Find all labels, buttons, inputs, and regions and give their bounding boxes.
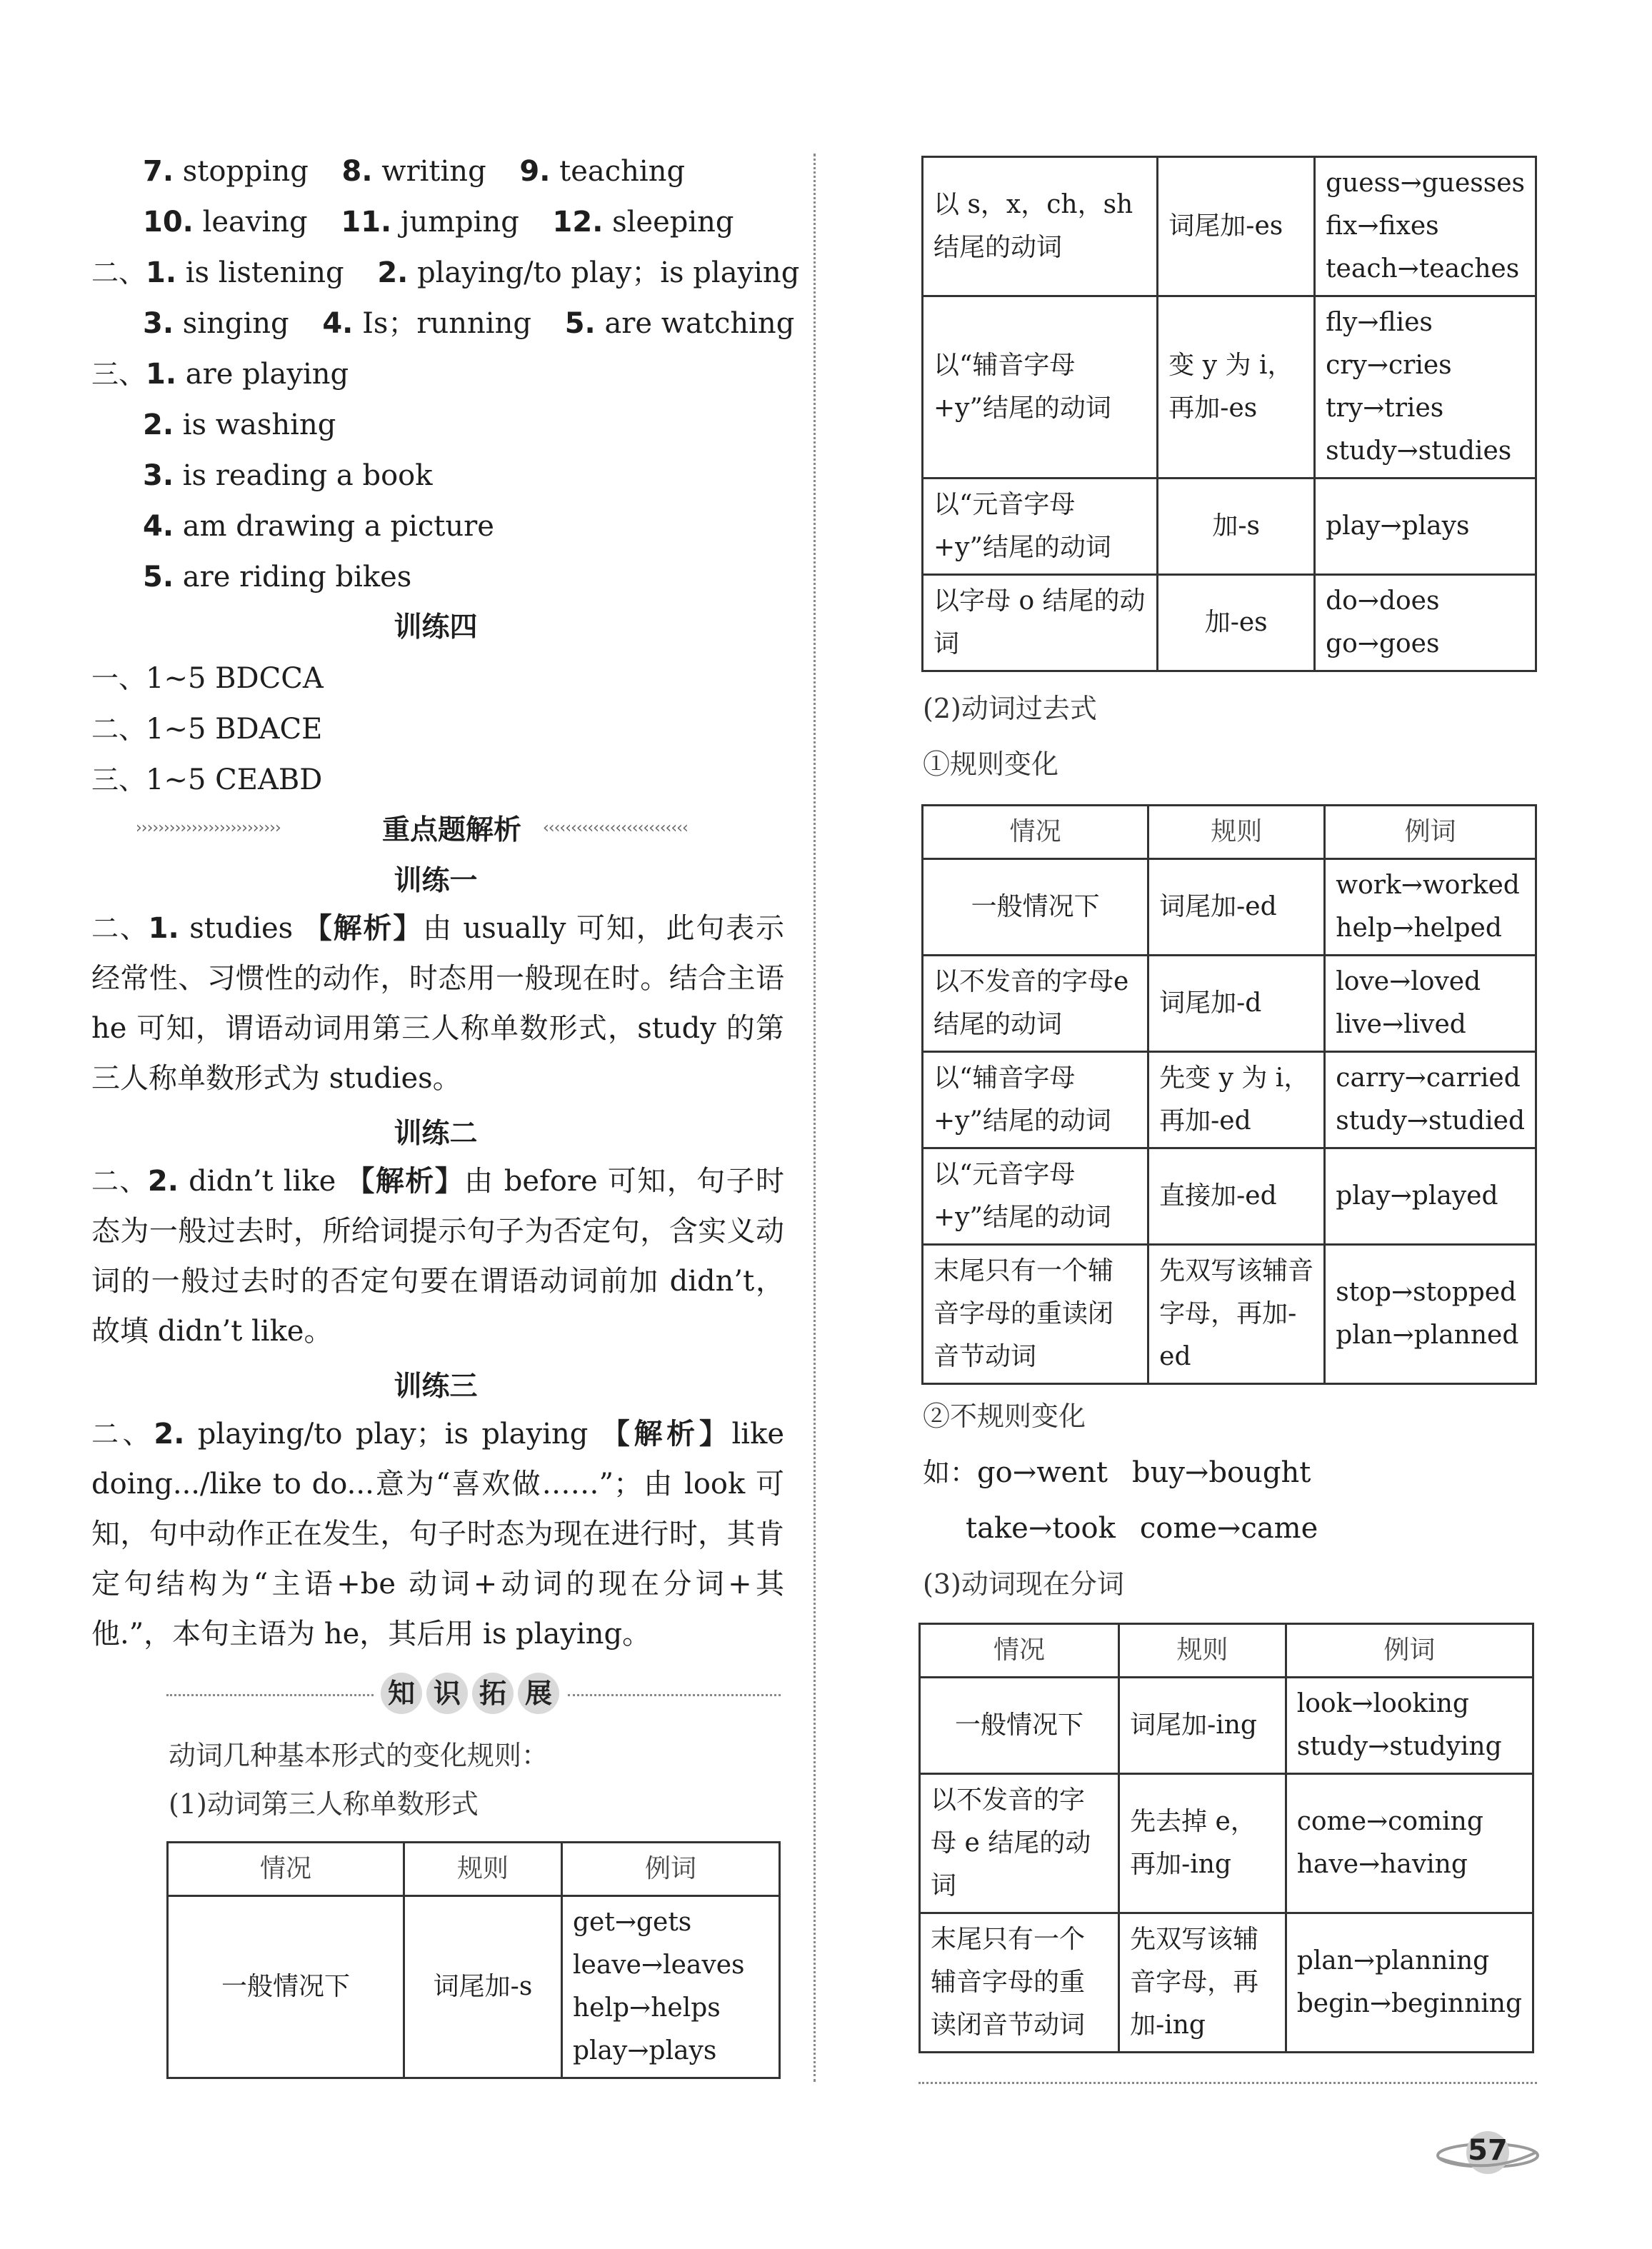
deco-left: ›››››››››››››››››››››››››› [136,819,281,837]
table-cell: 词尾加-s [404,1896,562,2078]
table-cell: 以“辅音字母+y”结尾的动词 [923,1052,1148,1148]
table-cell: 一般情况下 [168,1896,404,2078]
divider [568,1694,781,1696]
table-cell: play→plays [1315,479,1536,575]
header-rule: 规则 [1119,1624,1286,1678]
present-participle-table [918,1623,1534,2053]
third-person-table-continued [921,156,1537,672]
divider [166,1694,374,1696]
table-cell: play→played [1325,1148,1536,1245]
header-example: 例词 [1325,806,1536,859]
table-cell: 一般情况下 [920,1678,1119,1774]
section-heading: 训练二 [394,1118,478,1150]
key-analysis-bar [136,809,781,852]
subsection-title: (2)动词过去式 [923,693,1097,724]
analysis-paragraph: 二、2. didn’t like 【解析】由 before 可知，句子时态为一般过去时，所给词提示句子为否定句，含实义动词的一般过去时的否定句要在谓语动词前加 didn’t，故填 didn’t like。 [91,1165,785,1348]
knowledge-char: 知 [381,1673,422,1714]
answer-line: 三、1~5 CEABD [91,763,323,796]
answer-line: 一、1~5 BDCCA [91,662,324,695]
analysis-paragraph: 二、1. studies 【解析】由 usually 可知，此句表示经常性、习惯性的动作，时态用一般现在时。结合主语 he 可知，谓语动词用第三人称单数形式，study 的第三人称单数形式为 studies。 [91,912,785,1095]
irregular-examples: 如：go→went buy→bought [923,1456,1311,1489]
header-case: 情况 [920,1624,1119,1678]
table-cell: work→worked help→helped [1325,859,1536,956]
table-cell: stop→stopped plan→planned [1325,1245,1536,1384]
knowledge-char: 识 [426,1673,468,1714]
table-cell: 末尾只有一个辅音字母的重读闭音节动词 [920,1913,1119,2053]
subsection-title: ①规则变化 [923,748,1059,780]
table-cell: plan→planning begin→beginning [1286,1913,1533,2053]
table-cell: 以字母 o 结尾的动词 [923,575,1158,671]
answer-line: 二、1. is listening 2. playing/to play；is playing [91,256,800,289]
section-heading: 训练四 [394,611,478,643]
table-cell: 以“元音字母+y”结尾的动词 [923,479,1158,575]
answer-line: 二、1~5 BDACE [91,713,323,746]
past-tense-table [921,804,1537,1385]
table-cell: 词尾加-ed [1148,859,1325,956]
table-cell: 先去掉 e，再加-ing [1119,1774,1286,1913]
table-cell: 先变 y 为 i，再加-ed [1148,1052,1325,1148]
table-cell: 加-es [1158,575,1315,671]
table-cell: 词尾加-d [1148,956,1325,1052]
table-cell: 词尾加-ing [1119,1678,1286,1774]
answer-line: 5. are riding bikes [143,561,412,593]
table-cell: 先双写该辅音字母，再加-ing [1119,1913,1286,2053]
subsection-title: ②不规则变化 [923,1401,1086,1432]
knowledge-expansion-bar [166,1670,781,1720]
third-person-table [166,1841,781,2079]
answer-line: 2. is washing [143,409,336,441]
table-cell: 加-s [1158,479,1315,575]
key-analysis-title: 重点题解析 [382,814,522,846]
subsection-title: (1)动词第三人称单数形式 [169,1788,479,1820]
answer-line: 三、1. are playing [91,358,349,391]
answer-line: 4. am drawing a picture [143,510,494,543]
table-cell: do→does go→goes [1315,575,1536,671]
table-cell: love→loved live→lived [1325,956,1536,1052]
table-cell: 一般情况下 [923,859,1148,956]
answer-line: 10. leaving 11. jumping 12. sleeping [143,206,734,239]
table-cell: guess→guesses fix→fixes teach→teaches [1315,157,1536,296]
table-cell: fly→flies cry→cries try→tries study→studies [1315,296,1536,479]
analysis-paragraph: 二、2. playing/to play；is playing 【解析】like doing.../like to do...意为“喜欢做……”；由 look 可知，句中动作正在发生，句子时态为现在进行时，其肯定句结构为“主语+be 动词+动词的现在分词+其他.”，本句主语为 he，其后用 is playing。 [91,1418,785,1651]
header-example: 例词 [1286,1624,1533,1678]
table-cell: come→coming have→having [1286,1774,1533,1913]
answer-line: 3. is reading a book [143,459,433,492]
table-cell: 直接加-ed [1148,1148,1325,1245]
table-cell: 以 s，x，ch，sh 结尾的动词 [923,157,1158,296]
table-cell: 词尾加-es [1158,157,1315,296]
table-cell: 以“辅音字母+y”结尾的动词 [923,296,1158,479]
table-cell: 先双写该辅音字母，再加-ed [1148,1245,1325,1384]
table-cell: 以不发音的字母 e 结尾的动词 [920,1774,1119,1913]
table-cell: 以“元音字母+y”结尾的动词 [923,1148,1148,1245]
knowledge-char: 拓 [472,1673,514,1714]
section-heading: 训练一 [394,865,478,897]
page-number: 57 [1434,2128,1541,2178]
table-cell: look→looking study→studying [1286,1678,1533,1774]
table-cell: carry→carried study→studied [1325,1052,1536,1148]
table-cell: 末尾只有一个辅音字母的重读闭音节动词 [923,1245,1148,1384]
answer-line: 3. singing 4. Is；running 5. are watching [143,307,795,340]
header-case: 情况 [168,1843,404,1896]
table-cell: 变 y 为 i，再加-es [1158,296,1315,479]
irregular-examples: take→took come→came [966,1512,1318,1545]
deco-right: ‹‹‹‹‹‹‹‹‹‹‹‹‹‹‹‹‹‹‹‹‹‹‹‹‹‹ [543,819,688,837]
header-rule: 规则 [1148,806,1325,859]
header-example: 例词 [562,1843,780,1896]
column-divider [814,154,816,2082]
header-case: 情况 [923,806,1148,859]
rules-intro: 动词几种基本形式的变化规则： [169,1740,549,1771]
subsection-title: (3)动词现在分词 [923,1568,1124,1600]
bottom-divider [918,2082,1537,2084]
section-heading: 训练三 [394,1371,478,1403]
answer-line: 7. stopping 8. writing 9. teaching [143,155,686,188]
table-cell: 以不发音的字母e结尾的动词 [923,956,1148,1052]
table-cell: get→gets leave→leaves help→helps play→plays [562,1896,780,2078]
knowledge-char: 展 [518,1673,559,1714]
header-rule: 规则 [404,1843,562,1896]
